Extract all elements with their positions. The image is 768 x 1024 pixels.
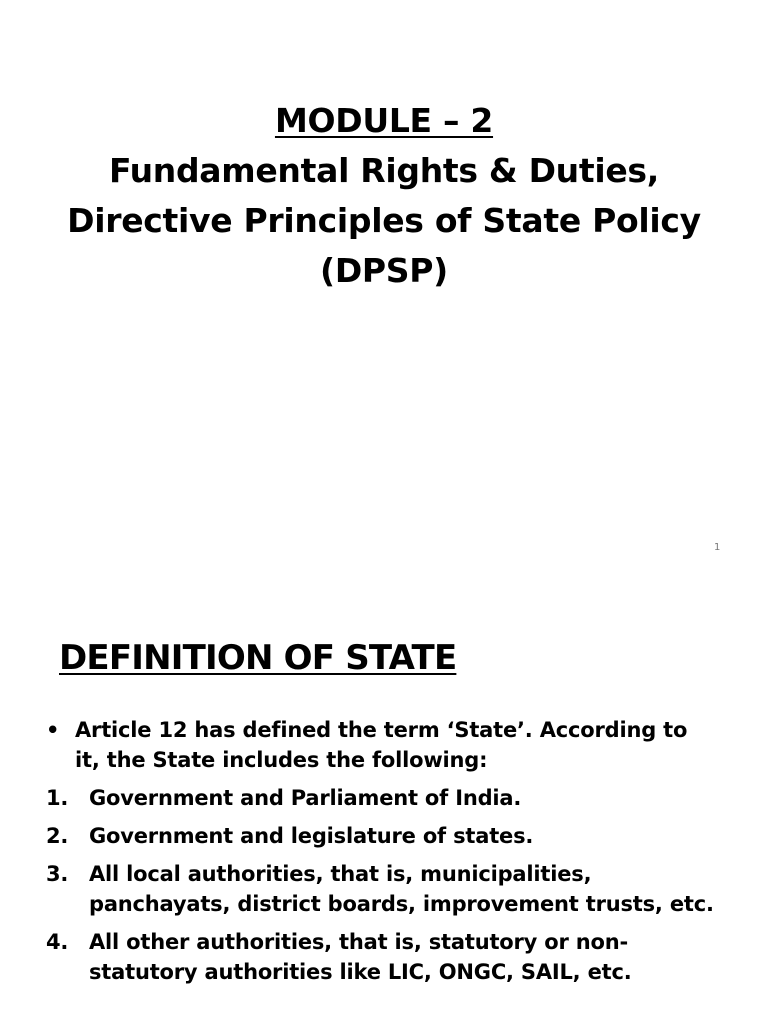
slide-content: [46, 715, 716, 995]
bullet-text: Article 12 has defined the term ‘State’. According to it, the State includes the following:: [75, 718, 688, 772]
slide-number: 1: [714, 542, 721, 553]
title-line-2: Directive Principles of State Policy: [67, 201, 701, 240]
list-item: [46, 927, 716, 987]
title-line-1: Fundamental Rights & Duties,: [108, 151, 660, 190]
definition-slide: [0, 576, 768, 1024]
module-title: MODULE – 2: [274, 101, 494, 140]
list-marker: 2.: [46, 824, 69, 848]
bullet-item: [46, 715, 716, 775]
slide-heading: DEFINITION OF STATE: [59, 638, 457, 678]
list-item-text: Government and legislature of states.: [89, 824, 534, 848]
title-line-3: (DPSP): [320, 251, 448, 290]
list-item: [46, 821, 716, 851]
list-item: [46, 783, 716, 813]
list-item: [46, 859, 716, 919]
list-marker: 3.: [46, 862, 69, 886]
list-item-text: Government and Parliament of India.: [89, 786, 522, 810]
list-marker: 4.: [46, 930, 69, 954]
list-item-text: All other authorities, that is, statutory or non- statutory authorities like LIC, ONGC, SAIL, etc.: [89, 930, 632, 984]
bullet-marker: •: [46, 718, 60, 742]
slide-title: [0, 96, 768, 296]
list-marker: 1.: [46, 786, 69, 810]
list-item-text: All local authorities, that is, municipalities, panchayats, district boards, improvement trusts, etc.: [89, 862, 714, 916]
